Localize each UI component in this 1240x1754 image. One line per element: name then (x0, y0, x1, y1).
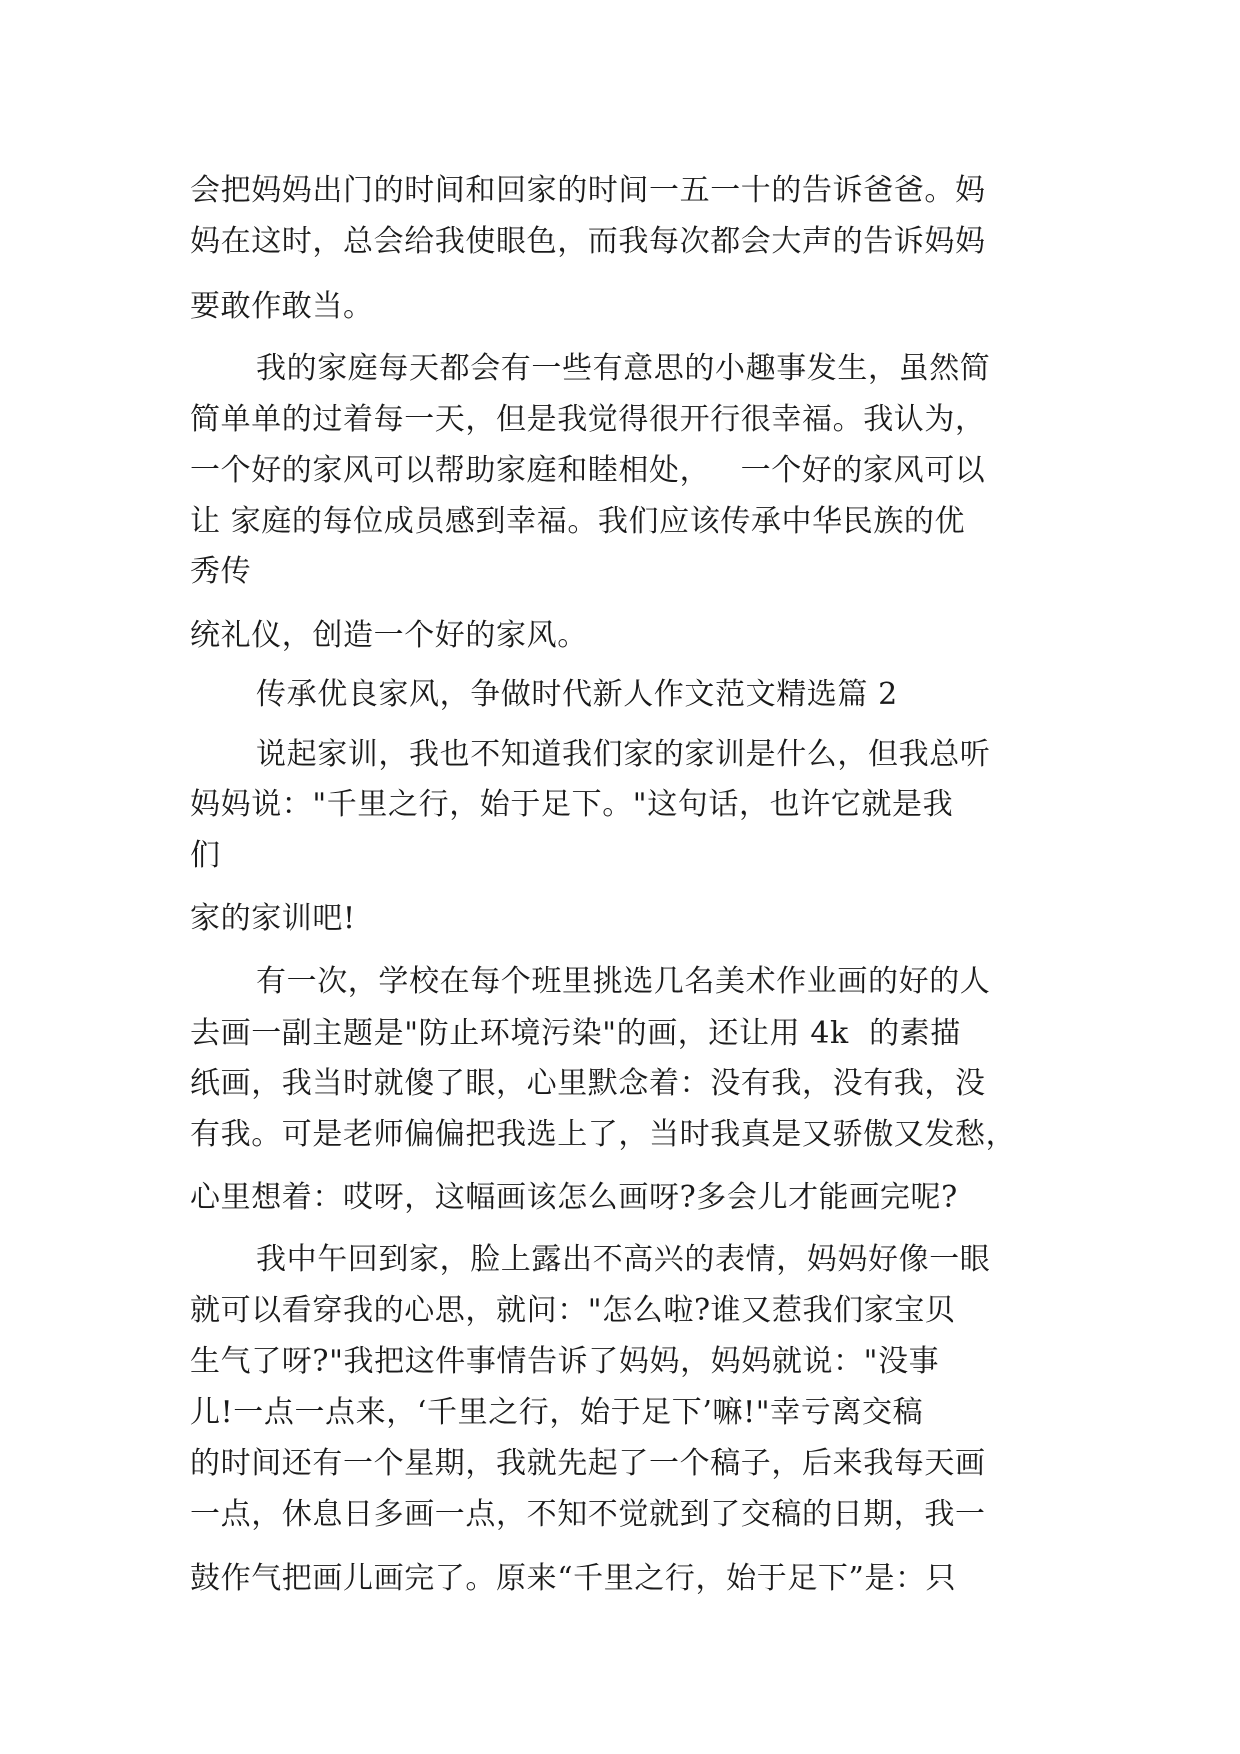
text-line: 会把妈妈出门的时间和回家的时间一五一十的告诉爸爸。妈 (190, 173, 986, 208)
text-line: 统礼仪，创造一个好的家风。 (190, 618, 588, 653)
paragraph-start-line: 有一次，学校在每个班里挑选几名美术作业画的好的人 (256, 964, 991, 999)
text-line: 一个好的家风可以帮助家庭和睦相处， 一个好的家风可以 (190, 453, 986, 488)
text-line: 妈在这时，总会给我使眼色，而我每次都会大声的告诉妈妈 (190, 224, 986, 259)
text-line: 简单单的过着每一天，但是我觉得很开行很幸福。我认为， (190, 402, 986, 437)
text-line: 要敢作敢当。 (190, 289, 374, 324)
text-line: 生气了呀?"我把这件事情告诉了妈妈，妈妈就说："没事 (190, 1344, 940, 1379)
text-line: 鼓作气把画儿画完了。原来“千里之行，始于足下”是：只 (190, 1561, 957, 1596)
text-line: 的时间还有一个星期，我就先起了一个稿子，后来我每天画 (190, 1446, 986, 1481)
text-line: 让 家庭的每位成员感到幸福。我们应该传承中华民族的优 (190, 504, 966, 539)
text-line: 秀传 (190, 554, 252, 589)
text-line: 家的家训吧! (190, 901, 356, 936)
text-line: 有我。可是老师偏偏把我选上了，当时我真是又骄傲又发愁， (190, 1117, 1017, 1152)
section-heading: 传承优良家风，争做时代新人作文范文精选篇 2 (256, 677, 898, 712)
text-line: 一点，休息日多画一点，不知不觉就到了交稿的日期，我一 (190, 1497, 986, 1532)
text-line: 就可以看穿我的心思，就问："怎么啦?谁又惹我们家宝贝 (190, 1293, 956, 1328)
text-line: 妈妈说："千里之行，始于足下。"这句话，也许它就是我 (190, 787, 954, 822)
text-line: 们 (190, 838, 221, 873)
text-line: 去画一副主题是"防止环境污染"的画，还让用 4k 的素描 (190, 1016, 961, 1051)
text-line: 心里想着：哎呀，这幅画该怎么画呀?多会儿才能画完呢? (190, 1180, 958, 1215)
text-line: 儿!一点一点来，‘千里之行，始于足下’嘛!"幸亏离交稿 (190, 1395, 924, 1430)
paragraph-start-line: 说起家训，我也不知道我们家的家训是什么，但我总听 (256, 737, 991, 772)
text-line: 纸画，我当时就傻了眼，心里默念着：没有我，没有我，没 (190, 1066, 986, 1101)
paragraph-start-line: 我的家庭每天都会有一些有意思的小趣事发生，虽然简 (256, 351, 991, 386)
paragraph-start-line: 我中午回到家，脸上露出不高兴的表情，妈妈好像一眼 (256, 1242, 991, 1277)
